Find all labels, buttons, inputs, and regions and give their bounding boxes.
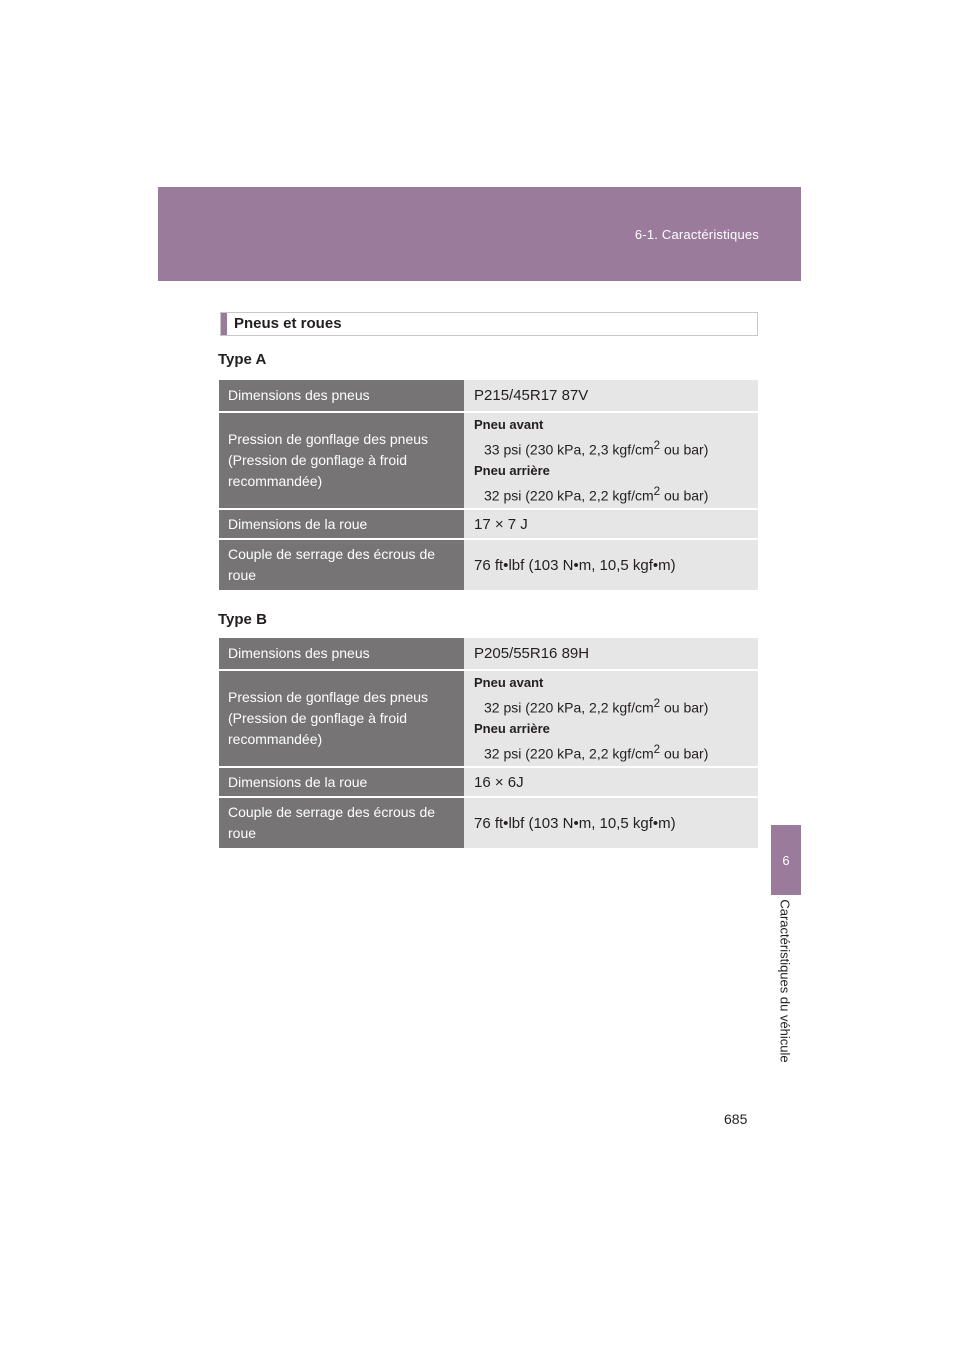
- front-tire-pressure: 33 psi (230 kPa, 2,3 kgf/$cm^2$ ou bar): [484, 438, 709, 458]
- type-b-label: Type B: [218, 611, 267, 628]
- table-row: [219, 671, 758, 766]
- rear-tire-label: Pneu arrière: [474, 720, 550, 736]
- torque-label: Couple de serrage des écrous de roue: [219, 540, 464, 590]
- tire-size-value: P205/55R16 89H: [464, 638, 758, 669]
- rear-tire-pressure: 32 psi (220 kPa, 2,2 kgf/$cm^2$ ou bar): [484, 484, 709, 504]
- chapter-number: 6: [782, 852, 790, 868]
- type-a-label: Type A: [218, 351, 267, 368]
- chapter-side-label: Caractéristiques du véhicule: [777, 899, 793, 1063]
- tire-size-label: Dimensions des pneus: [219, 638, 464, 669]
- table-row: [219, 540, 758, 590]
- tire-size-label: Dimensions des pneus: [219, 380, 464, 411]
- table-row: [219, 768, 758, 796]
- section-heading: [220, 312, 758, 336]
- rear-tire-pressure: 32 psi (220 kPa, 2,2 kgf/$cm^2$ ou bar): [484, 742, 709, 762]
- chapter-header: [158, 187, 801, 281]
- table-row: [219, 413, 758, 508]
- wheel-size-value: 17 × 7 J: [464, 510, 758, 538]
- wheel-size-label: Dimensions de la roue: [219, 768, 464, 796]
- rear-tire-label: Pneu arrière: [474, 462, 550, 478]
- torque-value: 76 ft•lbf (103 N•m, 10,5 kgf•m): [464, 540, 758, 590]
- chapter-title: 6-1. Caractéristiques: [634, 227, 759, 242]
- pressure-value: [464, 671, 758, 766]
- page-number: 685: [724, 1111, 748, 1127]
- pressure-label: Pression de gonflage des pneus (Pression de gonflage à froid recommandée): [219, 671, 464, 766]
- pressure-value: [464, 413, 758, 508]
- front-tire-label: Pneu avant: [474, 416, 544, 432]
- torque-value: 76 ft•lbf (103 N•m, 10,5 kgf•m): [464, 798, 758, 848]
- wheel-size-label: Dimensions de la roue: [219, 510, 464, 538]
- type-a-spec-table: [219, 380, 758, 590]
- type-b-spec-table: [219, 638, 758, 848]
- wheel-size-value: 16 × 6J: [464, 768, 758, 796]
- table-row: [219, 380, 758, 411]
- tire-size-value: P215/45R17 87V: [464, 380, 758, 411]
- chapter-tab: [771, 825, 801, 895]
- torque-label: Couple de serrage des écrous de roue: [219, 798, 464, 848]
- section-title: Pneus et roues: [234, 315, 342, 332]
- table-row: [219, 798, 758, 848]
- pressure-label: Pression de gonflage des pneus (Pression de gonflage à froid recommandée): [219, 413, 464, 508]
- table-row: [219, 510, 758, 538]
- front-tire-pressure: 32 psi (220 kPa, 2,2 kgf/$cm^2$ ou bar): [484, 696, 709, 716]
- front-tire-label: Pneu avant: [474, 674, 544, 690]
- table-row: [219, 638, 758, 669]
- section-accent-bar: [221, 313, 227, 335]
